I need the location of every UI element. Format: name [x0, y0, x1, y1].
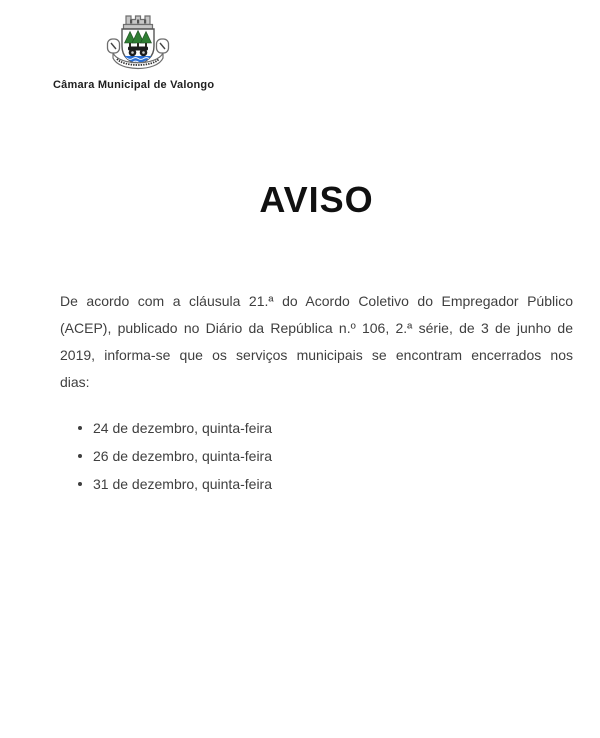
list-item: 26 de dezembro, quinta-feira — [60, 442, 540, 470]
closure-dates-list — [60, 414, 540, 498]
paragraph-line: De acordo com a cláusula 21.ª do Acordo Coletivo do Empregador Público — [60, 293, 573, 309]
municipality-name: Câmara Municipal de Valongo — [53, 79, 215, 91]
shield — [122, 29, 154, 66]
paragraph-line: dias: — [60, 374, 90, 390]
notice-paragraph — [60, 288, 573, 396]
paragraph-line: 2019, informa-se que os serviços municipais se encontram encerrados nos — [60, 347, 573, 363]
list-item: 24 de dezembro, quinta-feira — [60, 414, 540, 442]
list-item: 31 de dezembro, quinta-feira — [60, 470, 540, 498]
valongo-coat-of-arms-icon — [104, 13, 172, 77]
page-title: AVISO — [259, 179, 374, 220]
paragraph-line: (ACEP), publicado no Diário da República n.º 106, 2.ª série, de 3 de junho de — [60, 320, 573, 336]
mural-crown — [124, 16, 155, 29]
